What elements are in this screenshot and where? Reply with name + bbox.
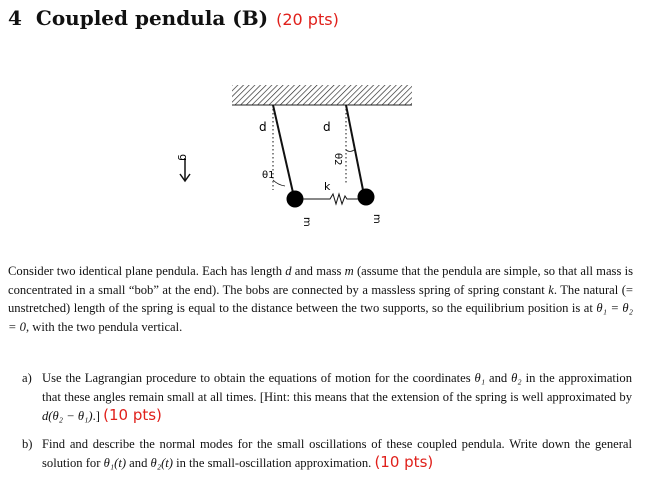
part-a: a) Use the Lagrangian procedure to obtain the equations of motion for the coordinates θ₁ and θ₂ in the approximation that these angles remain small at all times. [Hint: this means that the extension of the spring is well approximated by d(θ₂ − θ₁).] (10 pts) (22, 371, 633, 425)
part-b-marker: b) (22, 436, 33, 451)
problem-points: (20 pts) (276, 10, 339, 29)
part-a-marker: a) (22, 371, 32, 385)
ceiling-support (232, 85, 412, 105)
part-b: b) Find and describe the normal modes for the small oscillations of these coupled pendula. Write down the general solution for θ₁(t) and θ₂(t) in the small-oscillation approximation. (10 pts) (22, 436, 632, 472)
label-theta2: θ2 (332, 153, 343, 166)
problem-number: 4 (8, 6, 22, 30)
rod-right (346, 105, 364, 195)
label-k: k (324, 180, 331, 193)
label-d-right: d (323, 120, 331, 134)
part-b-points: (10 pts) (374, 453, 434, 472)
spring (303, 194, 358, 204)
part-a-points: (10 pts) (103, 406, 162, 425)
label-g: g (177, 154, 190, 161)
angle-arc-right (346, 150, 354, 152)
label-theta1: θ1 (262, 170, 275, 181)
bob-left (287, 191, 304, 208)
label-m-right: m (371, 214, 382, 224)
problem-statement: Consider two identical plane pendula. Each has length d and mass m (assume that the pendula are simple, so that all mass is concentrated in a small “bob” at the end). The bobs are connected by a massless spring of spring constant k. The natural (= unstretched) length of the spring is equal to the distance between the two supports, so the equilibrium position is at θ₁ = θ₂ = 0, with the two pendula vertical. (8, 264, 633, 334)
problem-title: Coupled pendula (B) (35, 6, 269, 30)
angle-arc-left (273, 180, 285, 186)
rod-left (273, 105, 294, 197)
bob-right (358, 189, 375, 206)
label-d-left: d (259, 120, 267, 134)
gravity-arrow-icon (180, 158, 190, 181)
label-m-left: m (301, 217, 312, 227)
sub-questions (22, 369, 632, 473)
